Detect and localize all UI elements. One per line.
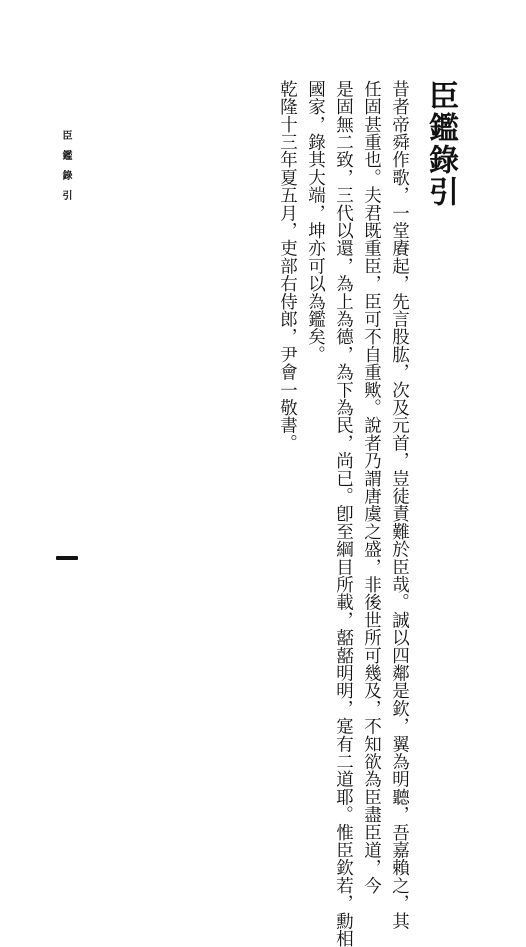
signature-date-column: 乾隆十三年夏五月，吏部右侍郎，尹會一敬書。 [277, 80, 298, 452]
body-text-column-1: 昔者帝舜作歌，一堂賡起，先言股肱，次及元首，豈徒責難於臣哉。誠以四鄰是欽，翼為明聽，吾嘉賴之，其 [389, 80, 410, 930]
body-text-column-2: 任固甚重也。夫君既重臣，臣可不自重歟。說者乃謂唐虞之盛，非後世所可幾及，不知欲為臣盡臣道，今 [361, 80, 382, 895]
body-text-column-3: 是固無二致，三代以還，為上為德，為下為民，尚已。卽至綱目所載，嚭嚭明明，寔有二道耶。惟臣欽若，勳相 [333, 80, 354, 947]
document-title: 臣鑑錄引 [423, 80, 458, 208]
page-number-mark [56, 556, 78, 560]
body-text-column-4: 國家，錄其大端，坤亦可以為鑑矣。 [305, 80, 326, 364]
running-head: 臣鑑錄引 [60, 130, 71, 210]
